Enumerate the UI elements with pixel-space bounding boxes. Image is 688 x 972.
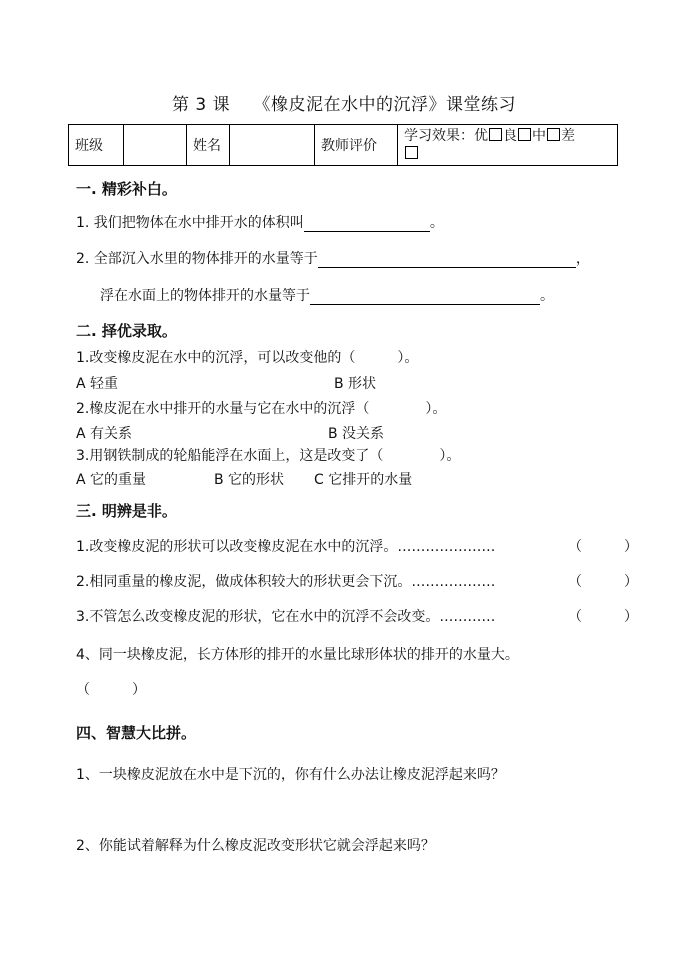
section2-heading: 二. 择优录取。 — [76, 322, 177, 340]
checkbox-excellent[interactable] — [489, 128, 502, 141]
name-field[interactable] — [230, 125, 315, 166]
s3-question4: 4、同一块橡皮泥，长方体形的排开的水量比球形体状的排开的水量大。 — [76, 647, 519, 663]
s3-q4-answer[interactable]: （ ） — [76, 682, 146, 698]
s3-question2: 2.相同重量的橡皮泥，做成体积较大的形状更会下沉。……………… — [76, 574, 496, 590]
section1-heading: 一. 精彩补白。 — [76, 180, 177, 198]
s1-question2 — [76, 248, 590, 268]
checkbox-poor[interactable] — [405, 146, 418, 159]
s1-question1 — [76, 212, 444, 232]
section3-heading: 三. 明辨是非。 — [76, 502, 177, 520]
s1-q1-end: 。 — [429, 215, 444, 231]
effect-option-excellent: 优 — [474, 128, 488, 144]
s1-q1-text: 1. 我们把物体在水中排开水的体积叫 — [76, 215, 304, 231]
name-label: 姓名 — [187, 125, 230, 166]
s1-q2b-text: 浮在水面上的物体排开的水量等于 — [100, 288, 310, 304]
class-label: 班级 — [69, 125, 124, 166]
s3-q1-answer[interactable]: （ ） — [568, 539, 638, 555]
s1-q2-text: 2. 全部沉入水里的物体排开的水量等于 — [76, 251, 318, 267]
s3-q2-answer[interactable]: （ ） — [568, 574, 638, 590]
s2-q1-option-a[interactable]: A 轻重 — [76, 376, 119, 392]
s2-q2-option-b[interactable]: B 没关系 — [328, 426, 385, 442]
s4-question2: 2、你能试着解释为什么橡皮泥改变形状它就会浮起来吗？ — [76, 838, 435, 854]
s2-q1-option-b[interactable]: B 形状 — [334, 376, 377, 392]
s3-question3: 3.不管怎么改变橡皮泥的形状，它在水中的沉浮不会改变。………… — [76, 609, 496, 625]
s1-q2b-end: 。 — [540, 288, 554, 304]
s3-q3-answer[interactable]: （ ） — [568, 609, 638, 625]
s1-q2-blank[interactable] — [318, 251, 576, 268]
s1-q1-blank[interactable] — [304, 215, 430, 232]
s2-q3-option-b[interactable]: B 它的形状 — [214, 472, 285, 488]
s2-question1: 1.改变橡皮泥在水中的沉浮，可以改变他的（ ）。 — [76, 350, 419, 366]
s2-question3: 3.用钢铁制成的轮船能浮在水面上，这是改变了（ ）。 — [76, 448, 461, 464]
student-info-table — [68, 124, 618, 166]
learning-effect-cell — [398, 125, 618, 166]
learning-effect-label: 学习效果： — [404, 128, 474, 144]
page-title: 第 3 课 《橡皮泥在水中的沉浮》课堂练习 — [171, 95, 517, 115]
s2-question2: 2.橡皮泥在水中排开的水量与它在水中的沉浮（ ）。 — [76, 401, 447, 417]
checkbox-good[interactable] — [518, 128, 531, 141]
s1-q2-end: ， — [575, 251, 590, 267]
class-field[interactable] — [124, 125, 187, 166]
s1-question2b — [100, 285, 554, 305]
teacher-eval-label: 教师评价 — [315, 125, 398, 166]
effect-option-medium: 中 — [532, 128, 546, 144]
s4-question1: 1、一块橡皮泥放在水中是下沉的，你有什么办法让橡皮泥浮起来吗？ — [76, 767, 505, 783]
s2-q3-option-c[interactable]: C 它排开的水量 — [314, 472, 413, 488]
s3-question1: 1.改变橡皮泥的形状可以改变橡皮泥在水中的沉浮。………………… — [76, 539, 496, 555]
s2-q3-option-a[interactable]: A 它的重量 — [76, 472, 147, 488]
checkbox-medium[interactable] — [547, 128, 560, 141]
s1-q2b-blank[interactable] — [310, 288, 540, 305]
effect-option-good: 良 — [503, 128, 517, 144]
effect-option-poor: 差 — [561, 128, 575, 144]
section4-heading: 四、智慧大比拼。 — [76, 724, 197, 742]
s2-q2-option-a[interactable]: A 有关系 — [76, 426, 133, 442]
